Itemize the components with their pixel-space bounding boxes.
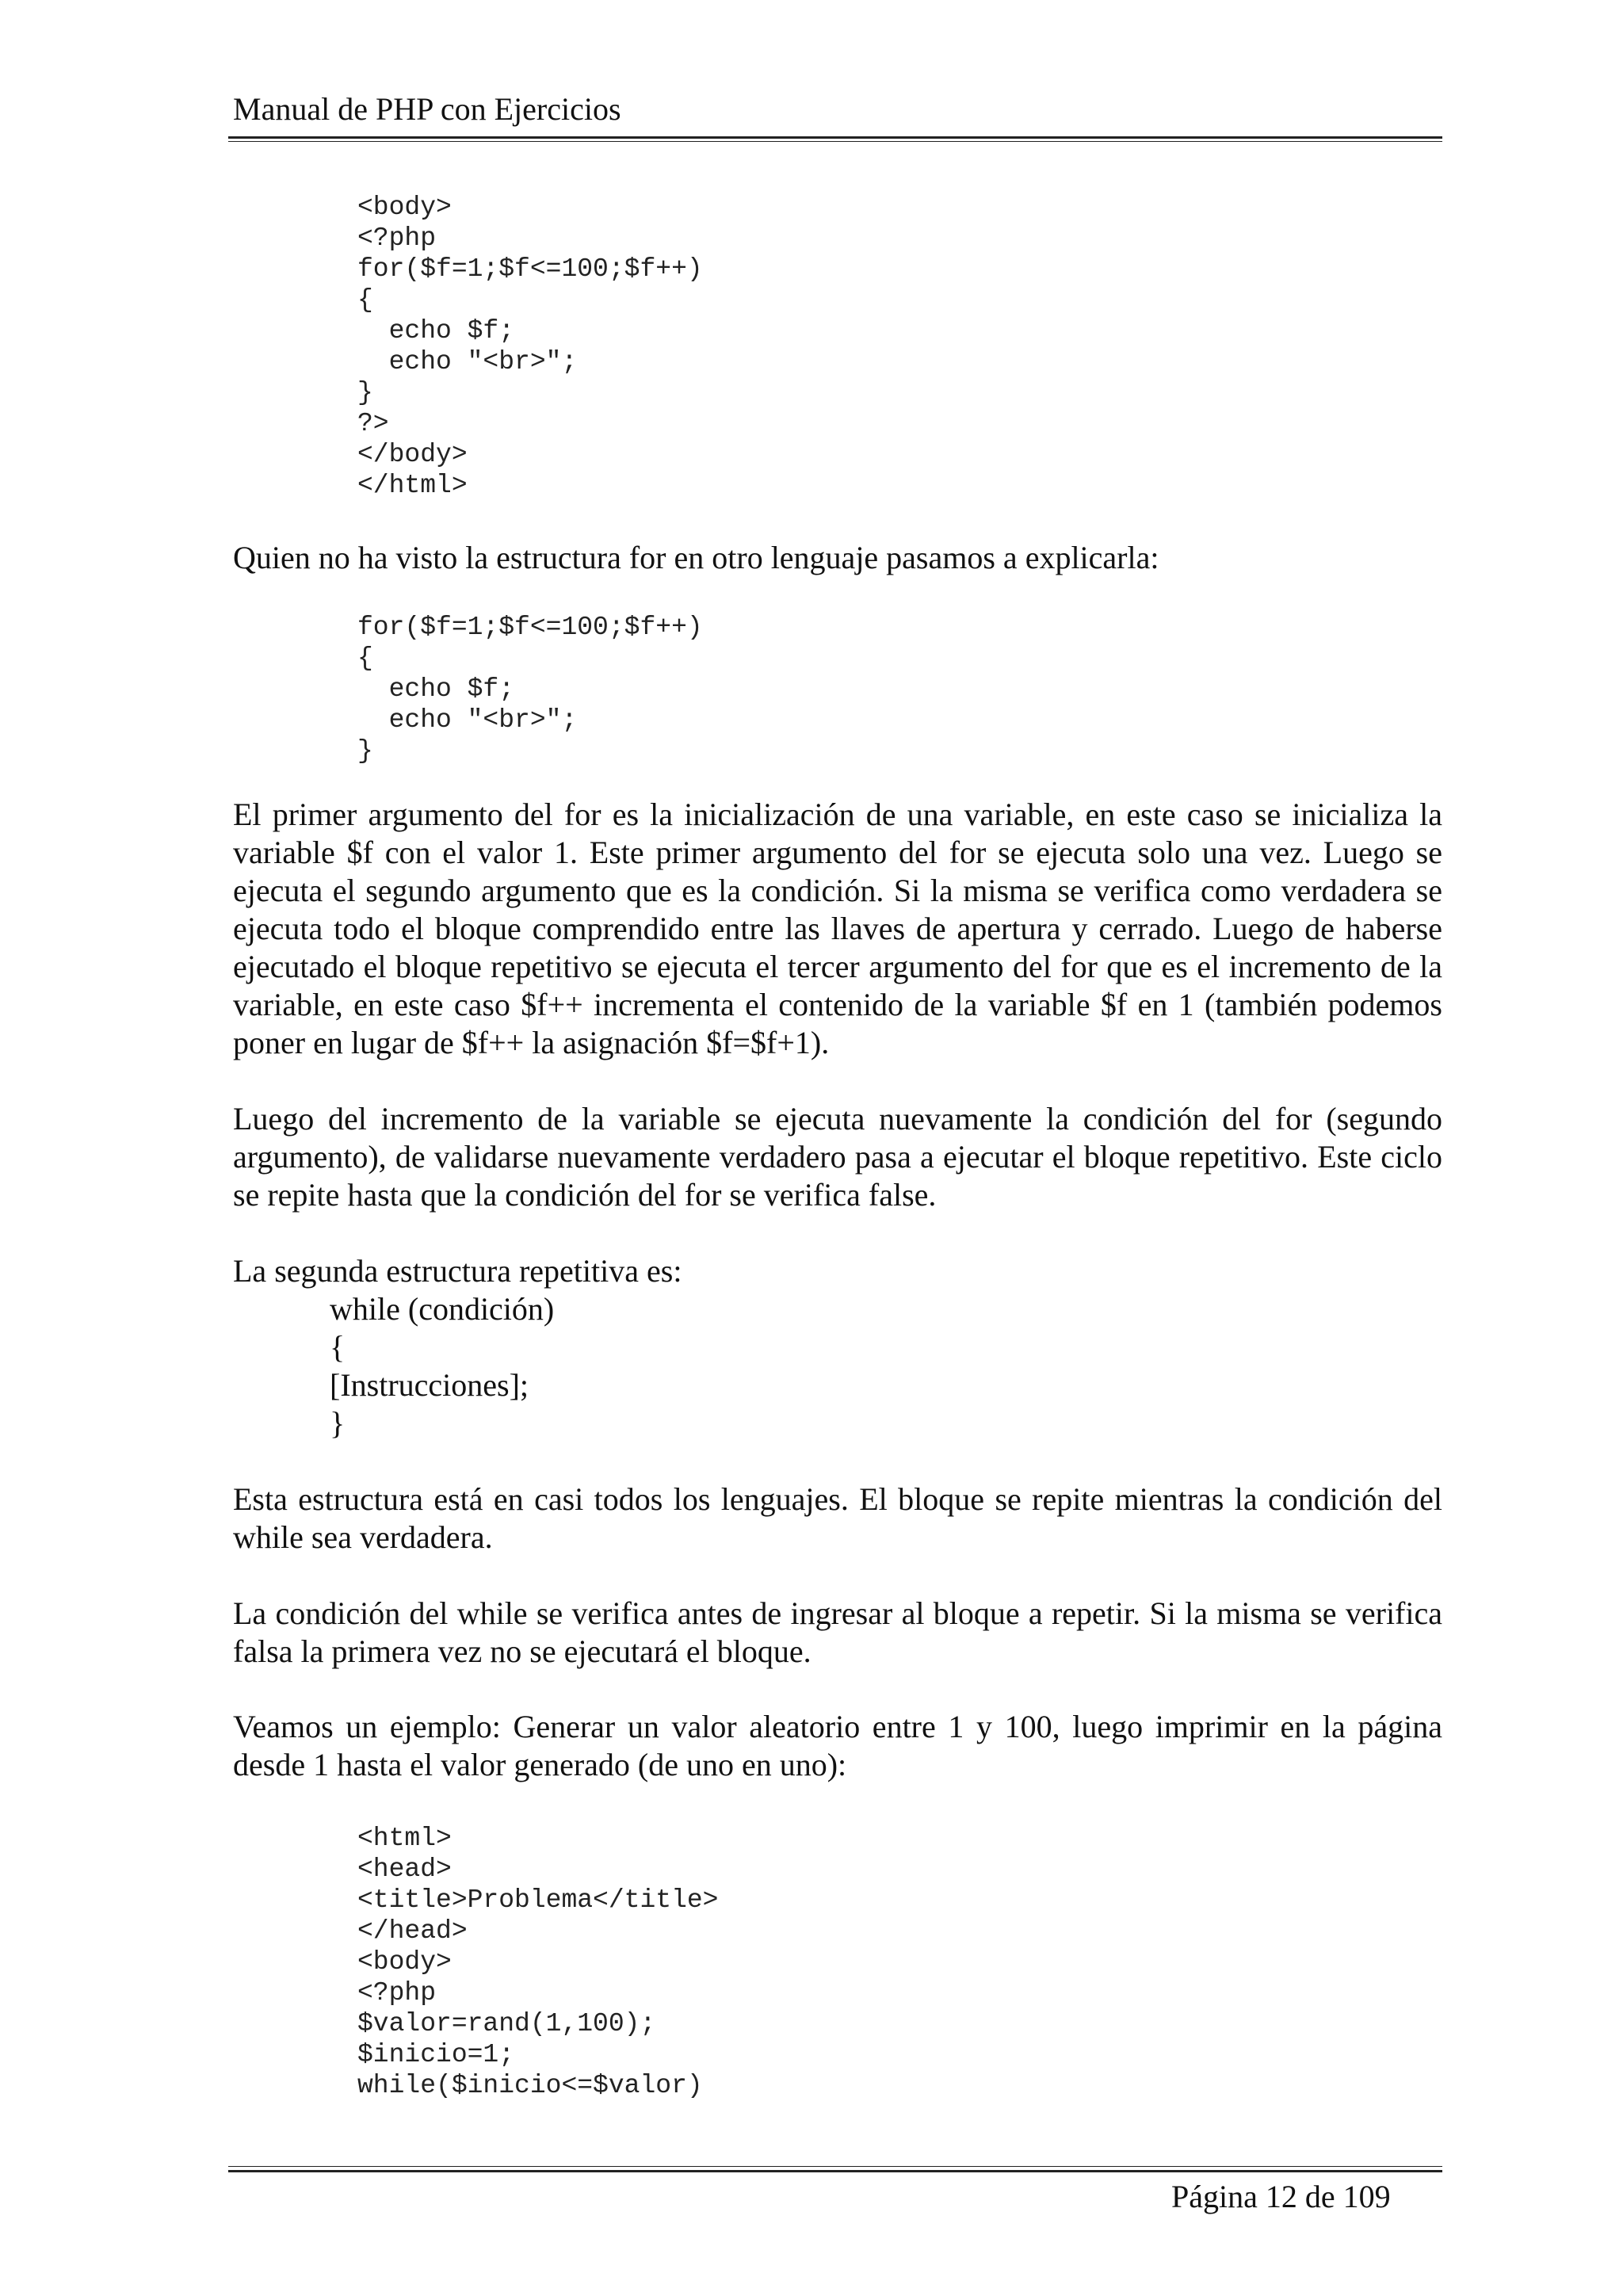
paragraph-example-intro: Veamos un ejemplo: Generar un valor aleatorio entre 1 y 100, luego imprimir en la página desde 1 hasta el valor generado (de uno en uno): bbox=[233, 1709, 1442, 1782]
page-number: Página 12 de 109 bbox=[1171, 2179, 1391, 2214]
code-block-for-loop-page: <body> <?php for($f=1;$f<=100;$f++) { echo $f; echo "<br>"; } ?> </body> </html> bbox=[357, 193, 703, 500]
header-rule-thin bbox=[228, 141, 1442, 142]
paragraph-while-common: Esta estructura está en casi todos los lenguajes. El bloque se repite mientras la condición del while sea verdadera. bbox=[233, 1481, 1442, 1555]
code-block-for-structure: for($f=1;$f<=100;$f++) { echo $f; echo "<br>"; } bbox=[357, 613, 703, 766]
footer-rule-thick bbox=[228, 2170, 1442, 2172]
paragraph-while-check: La condición del while se verifica antes de ingresar al bloque a repetir. Si la misma se verifica falsa la primera vez no se ejecutará el bloque. bbox=[233, 1595, 1442, 1669]
footer-rule-thin bbox=[228, 2166, 1442, 2167]
paragraph-second-structure: La segunda estructura repetitiva es: bbox=[233, 1253, 682, 1289]
header-rule-thick bbox=[228, 136, 1442, 139]
running-header-title: Manual de PHP con Ejercicios bbox=[233, 91, 621, 127]
while-syntax-block: while (condición) { [Instrucciones]; } bbox=[330, 1291, 555, 1441]
paragraph-for-explanation: El primer argumento del for es la inicialización de una variable, en este caso se inicializa la variable $f con el valor 1. Este primer argumento del for se ejecuta solo una vez. Luego se ejecuta el segundo argumento que es la condición. Si la misma se verifica como verdadera se ejecuta todo el bloque comprendido entre las llaves de apertura y cerrado. Luego de haberse ejecutado el bloque repetitivo se ejecuta el tercer argumento del for que es el incremento de la variable, en este caso $f++ incrementa el contenido de la variable $f en 1 (también podemos poner en lugar de $f++ la asignación $f=$f+1). bbox=[233, 797, 1442, 1060]
code-block-while-example: <html> <head> <title>Problema</title> </head> <body> <?php $valor=rand(1,100); $inicio=1; while($inicio<=$valor) bbox=[357, 1824, 719, 2100]
paragraph-for-loop-repeat: Luego del incremento de la variable se ejecuta nuevamente la condición del for (segundo argumento), de validarse nuevamente verdadero pasa a ejecutar el bloque repetitivo. Este ciclo se repite hasta que la condición del for se verifica false. bbox=[233, 1101, 1442, 1213]
paragraph-intro-for: Quien no ha visto la estructura for en otro lenguaje pasamos a explicarla: bbox=[233, 540, 1159, 575]
